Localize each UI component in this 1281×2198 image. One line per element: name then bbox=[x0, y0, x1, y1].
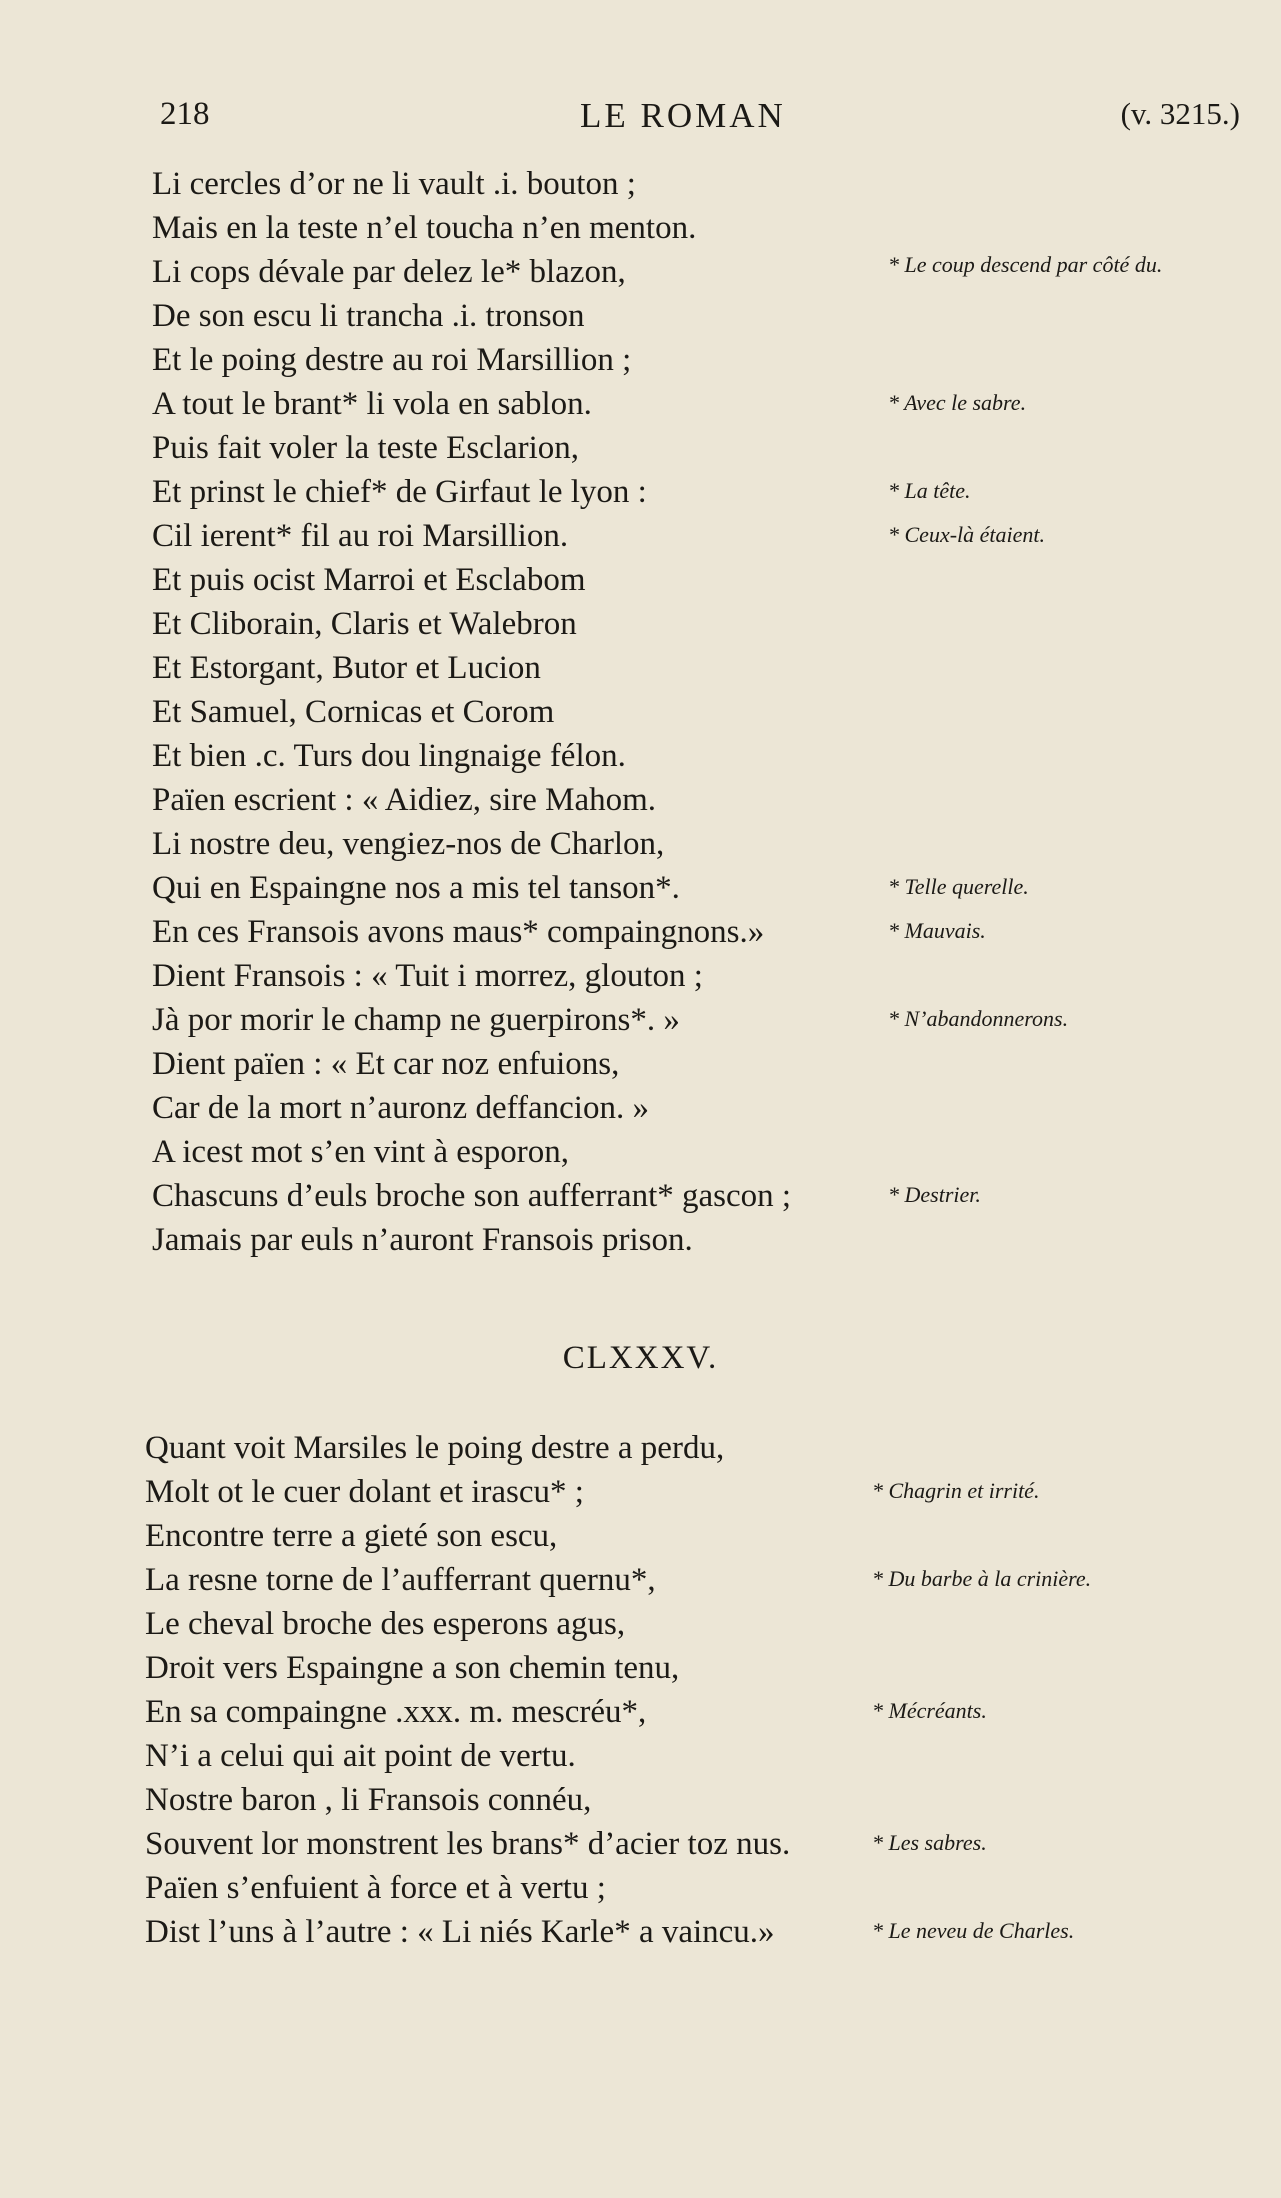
verse-line bbox=[0, 1130, 1281, 1174]
verse-line bbox=[0, 1910, 1281, 1954]
gloss-note: * N’abandonnerons. bbox=[888, 1006, 1069, 1031]
verse-text: Et Cliborain, Claris et Walebron bbox=[152, 606, 577, 642]
gloss-note: * Mauvais. bbox=[888, 918, 986, 943]
verse-text: Jà por morir le champ ne guerpirons*. » bbox=[152, 1002, 680, 1038]
verse-line bbox=[0, 206, 1281, 250]
verse-line bbox=[0, 646, 1281, 690]
verse-text: Dient Fransois : « Tuit i morrez, glouton ; bbox=[152, 958, 703, 994]
verse-text: En ces Fransois avons maus* compaingnons.» bbox=[152, 914, 765, 950]
stanza-2 bbox=[0, 1426, 1281, 1954]
verse-text: Et bien .c. Turs dou lingnaige félon. bbox=[152, 738, 626, 774]
verse-text: Molt ot le cuer dolant et irascu* ; bbox=[145, 1474, 584, 1510]
verse-line bbox=[0, 294, 1281, 338]
verse-line bbox=[0, 1866, 1281, 1910]
verse-text: N’i a celui qui ait point de vertu. bbox=[145, 1738, 576, 1774]
gloss-note: * Chagrin et irrité. bbox=[872, 1478, 1040, 1503]
verse-line bbox=[0, 1558, 1281, 1602]
stanza-1 bbox=[0, 162, 1281, 1262]
section-title: CLXXXV. bbox=[562, 1340, 719, 1376]
verse-text: Païen escrient : « Aidiez, sire Mahom. bbox=[152, 782, 657, 818]
gloss-note: * Destrier. bbox=[888, 1182, 981, 1207]
verse-line bbox=[0, 1514, 1281, 1558]
verse-text: Le cheval broche des esperons agus, bbox=[145, 1606, 626, 1642]
verse-text: Et puis ocist Marroi et Esclabom bbox=[152, 562, 586, 598]
verse-line bbox=[0, 162, 1281, 206]
gloss-note: * La tête. bbox=[888, 478, 971, 503]
verse-line bbox=[0, 954, 1281, 998]
verse-line bbox=[0, 1426, 1281, 1470]
verse-line bbox=[0, 910, 1281, 954]
gloss-note: * Le neveu de Charles. bbox=[872, 1918, 1075, 1943]
verse-text: Dist l’uns à l’autre : « Li niés Karle* a vaincu.» bbox=[145, 1914, 775, 1950]
gloss-note: * Avec le sabre. bbox=[888, 390, 1027, 415]
verse-line bbox=[0, 1690, 1281, 1734]
verse-text: Droit vers Espaingne a son chemin tenu, bbox=[145, 1650, 680, 1686]
verse-line bbox=[0, 1778, 1281, 1822]
verse-text: Nostre baron , li Fransois connéu, bbox=[145, 1782, 592, 1818]
verse-text: Qui en Espaingne nos a mis tel tanson*. bbox=[152, 870, 680, 906]
verse-text: Et Samuel, Cornicas et Corom bbox=[152, 694, 555, 730]
verse-line bbox=[0, 338, 1281, 382]
verse-text: Li nostre deu, vengiez-nos de Charlon, bbox=[152, 826, 665, 862]
verse-text: Et le poing destre au roi Marsillion ; bbox=[152, 342, 632, 378]
page-number: 218 bbox=[160, 96, 210, 132]
gloss-note: * Du barbe à la crinière. bbox=[872, 1566, 1092, 1591]
verse-text: Cil ierent* fil au roi Marsillion. bbox=[152, 518, 569, 554]
verse-text: Païen s’enfuient à force et à vertu ; bbox=[145, 1870, 606, 1906]
verse-line bbox=[0, 1734, 1281, 1778]
verse-line bbox=[0, 1470, 1281, 1514]
verse-text: Dient païen : « Et car noz enfuions, bbox=[152, 1046, 620, 1082]
verse-text: Et Estorgant, Butor et Lucion bbox=[152, 650, 541, 686]
verse-line bbox=[0, 998, 1281, 1042]
verse-line bbox=[0, 558, 1281, 602]
verse-line bbox=[0, 1602, 1281, 1646]
verse-text: Car de la mort n’auronz deffancion. » bbox=[152, 1090, 649, 1126]
verse-text: Mais en la teste n’el toucha n’en menton. bbox=[152, 210, 697, 246]
verse-text: A tout le brant* li vola en sablon. bbox=[152, 386, 592, 422]
verse-line bbox=[0, 514, 1281, 558]
gloss-note: * Les sabres. bbox=[872, 1830, 987, 1855]
verse-text: Li cops dévale par delez le* blazon, bbox=[152, 254, 626, 290]
verse-line bbox=[0, 1646, 1281, 1690]
verse-line bbox=[0, 426, 1281, 470]
verse-text: Quant voit Marsiles le poing destre a perdu, bbox=[145, 1430, 725, 1466]
verse-text: Encontre terre a gieté son escu, bbox=[145, 1518, 558, 1554]
verse-line bbox=[0, 1042, 1281, 1086]
verse-text: En sa compaingne .xxx. m. mescréu*, bbox=[145, 1694, 647, 1730]
verse-line bbox=[0, 1174, 1281, 1218]
gloss-note: * Ceux-là étaient. bbox=[888, 522, 1046, 547]
verse-text: Chascuns d’euls broche son aufferrant* gascon ; bbox=[152, 1178, 792, 1214]
verse-line bbox=[0, 602, 1281, 646]
verse-line bbox=[0, 778, 1281, 822]
verse-reference: (v. 3215.) bbox=[1120, 96, 1240, 131]
verse-text: Li cercles d’or ne li vault .i. bouton ; bbox=[152, 166, 636, 202]
verse-line bbox=[0, 822, 1281, 866]
page-header bbox=[160, 96, 1240, 146]
verse-line bbox=[0, 382, 1281, 426]
verse-text: De son escu li trancha .i. tronson bbox=[152, 298, 585, 334]
verse-line bbox=[0, 470, 1281, 514]
verse-text: Et prinst le chief* de Girfaut le lyon : bbox=[152, 474, 647, 510]
gloss-note: * Le coup descend par côté du. bbox=[888, 252, 1163, 277]
verse-line bbox=[0, 734, 1281, 778]
verse-text: Puis fait voler la teste Esclarion, bbox=[152, 430, 580, 466]
running-title: LE ROMAN bbox=[580, 96, 786, 135]
gloss-note: * Telle querelle. bbox=[888, 874, 1029, 899]
verse-line bbox=[0, 866, 1281, 910]
verse-line bbox=[0, 250, 1281, 294]
verse-text: La resne torne de l’aufferrant quernu*, bbox=[145, 1562, 656, 1598]
verse-text: A icest mot s’en vint à esporon, bbox=[152, 1134, 570, 1170]
verse-line bbox=[0, 1086, 1281, 1130]
gloss-note: * Mécréants. bbox=[872, 1698, 987, 1723]
verse-line bbox=[0, 690, 1281, 734]
verse-text: Jamais par euls n’auront Fransois prison. bbox=[152, 1222, 693, 1258]
verse-line bbox=[0, 1822, 1281, 1866]
verse-text: Souvent lor monstrent les brans* d’acier toz nus. bbox=[145, 1826, 791, 1862]
verse-line bbox=[0, 1218, 1281, 1262]
